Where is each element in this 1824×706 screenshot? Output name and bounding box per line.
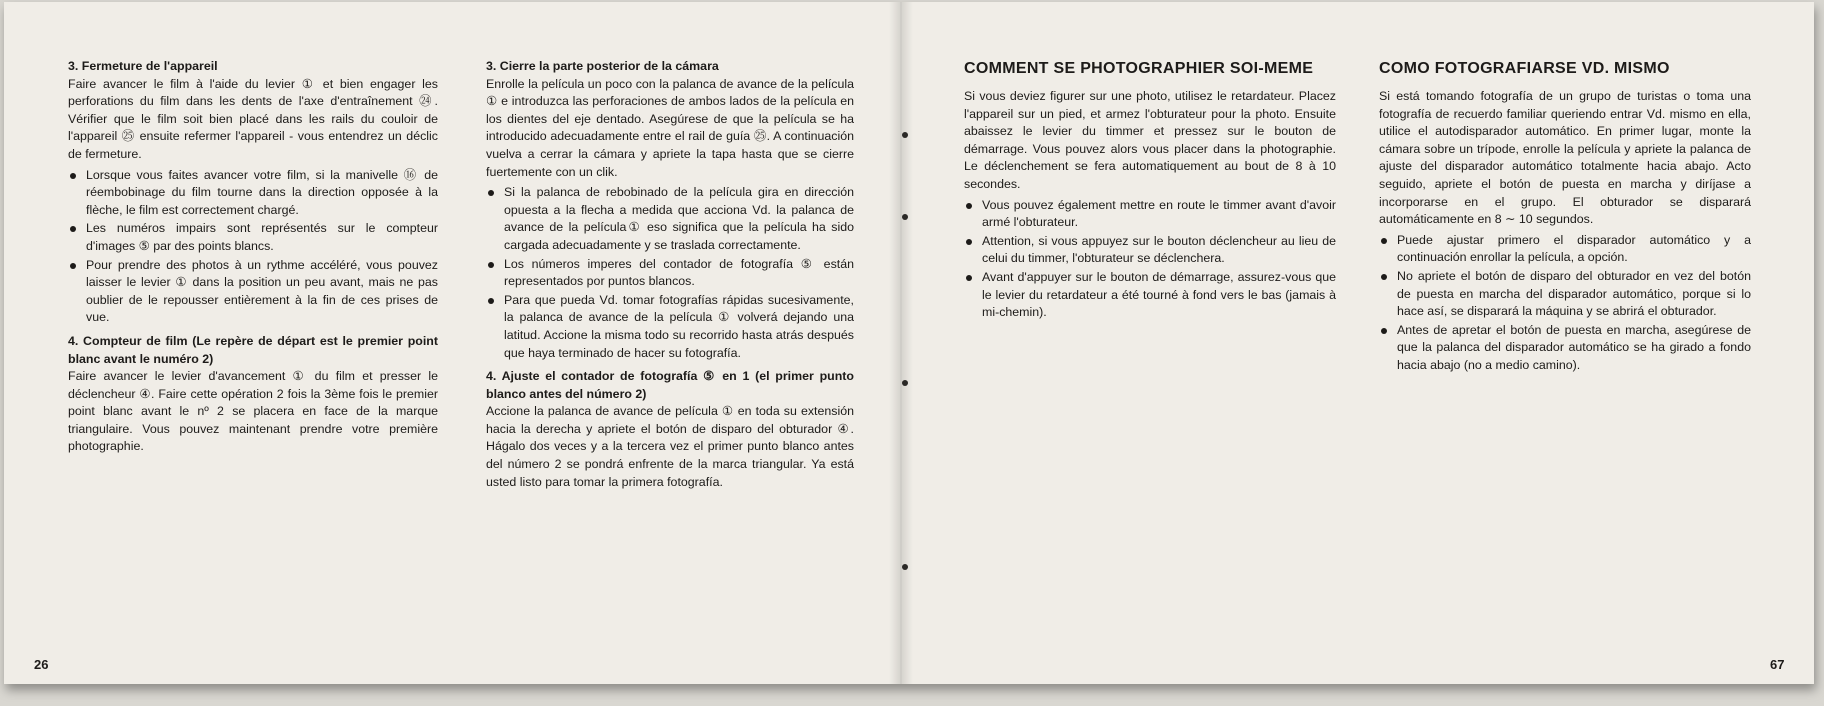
- page-number: 26: [34, 657, 49, 672]
- bullet-list: [486, 184, 854, 362]
- list-item: Lorsque vous faites avancer votre film, si la manivelle ⑯ de réembobinage du film tourne dans la direction opposée à la flèche, le film est correctement chargé.: [68, 167, 438, 220]
- bullet-icon: [70, 263, 76, 269]
- bullet-list: [1379, 232, 1751, 375]
- bullet-icon: [1381, 238, 1387, 244]
- binding-mark: [902, 132, 908, 138]
- bullet-icon: [1381, 274, 1387, 280]
- paragraph: Si está tomando fotografía de un grupo de turistas o toma una fotografía de recuerdo familiar queriendo entrar Vd. mismo en ella, utilice el autodisparador automático. En primer lugar, monte la cámara sobre un trípode, enrolle la película y apriete la palanca de ajuste del disparador automático totalmente hacia abajo. Acto seguido, apriete el botón de puesta en marcha y diríjase a incorporarse en el grupo. El obturador se disparará automáticamente en 8 ∼ 10 segundos.: [1379, 89, 1751, 227]
- section-heading: 3. Fermeture de l'appareil: [68, 59, 218, 73]
- bullet-icon: [70, 173, 76, 179]
- page-number: 67: [1770, 657, 1785, 672]
- binding-mark: [902, 380, 908, 386]
- list-item: Puede ajustar primero el disparador automático y a continuación enrollar la película, a opción.: [1379, 232, 1751, 267]
- bullet-list: [964, 197, 1336, 322]
- bullet-icon: [966, 239, 972, 245]
- list-item: Les numéros impairs sont représentés sur le compteur d'images ⑤ par des points blancs.: [68, 220, 438, 255]
- list-item: Para que pueda Vd. tomar fotografías rápidas sucesivamente, la palanca de avance de la película ① volverá dejando una latitud. Accione la misma todo su recorrido hasta atrás después que haya terminado de hacer su fotografía.: [486, 292, 854, 362]
- paragraph: Enrolle la película un poco con la palanca de avance de la película ① e introduzca las perforaciones de ambos lados de la película en los dientes del eje dentado. Asegúrese de que la película se ha introducido adecuadamente entre el rail de guía ㉕. A continuación vuelva a cerrar la cámara y apriete la tapa hasta que se cierre fuertemente con un clik.: [486, 76, 854, 179]
- bullet-icon: [1381, 328, 1387, 334]
- book-gutter: [889, 2, 913, 684]
- list-item: No apriete el botón de disparo del obturador en vez del botón de puesta en marcha del disparador automático, porque si lo hace así, se disparará la máquina y se abrirá el obturador.: [1379, 268, 1751, 321]
- bullet-icon: [488, 190, 494, 196]
- list-item: Vous pouvez également mettre en route le timmer avant d'avoir armé l'obturateur.: [964, 197, 1336, 232]
- right-page-french-column: [964, 58, 1336, 326]
- list-item: Avant d'appuyer sur le bouton de démarrage, assurez-vous que le levier du retardateur a été tourné à fond vers le bas (jamais à mi-chemin).: [964, 269, 1336, 322]
- bullet-icon: [966, 275, 972, 281]
- left-page-spanish-column: [486, 58, 854, 494]
- book-spread: [4, 2, 1814, 684]
- section-heading: 4. Compteur de film (Le repère de départ est le premier point blanc avant le numéro 2): [68, 333, 438, 366]
- section-heading: 3. Cierre la parte posterior de la cámara: [486, 59, 719, 73]
- bullet-icon: [488, 298, 494, 304]
- bullet-icon: [488, 262, 494, 268]
- page-title: COMMENT SE PHOTOGRAPHIER SOI-MEME: [964, 60, 1314, 77]
- list-item: Antes de apretar el botón de puesta en marcha, asegúrese de que la palanca del disparador automático se ha girado a fondo hacia abajo (no a medio camino).: [1379, 322, 1751, 375]
- bullet-icon: [70, 226, 76, 232]
- list-item: Pour prendre des photos à un rythme accéléré, vous pouvez laisser le levier ① dans la position un peu avant, mais ne pas oublier de le repousser entièrement à la fin de ces prises de vue.: [68, 257, 438, 327]
- paragraph: Faire avancer le levier d'avancement ① du film et presser le déclencheur ④. Faire cette opération 2 fois la 3ème fois le premier point blanc avant le nº 2 se placera en face de la marque triangulaire. Vous pouvez maintenant prendre votre première photographie.: [68, 369, 438, 454]
- paragraph: Faire avancer le film à l'aide du levier ① et bien engager les perforations du film dans les dents de l'axe d'entraînement ㉔. Vérifier que le film soit bien placé dans les rails du couloir de l'appareil ㉕ ensuite refermer l'appareil - vous entendrez un déclic de fermeture.: [68, 76, 438, 161]
- paragraph: Si vous deviez figurer sur une photo, utilisez le retardateur. Placez l'appareil sur un pied, et armez l'obturateur pour la photo. Ensuite abaissez le levier du timmer et pressez sur le bouton de démarrage. Vous pouvez alors vous placer dans la photographie. Le déclenchement se fera automatiquement au bout de 8 à 10 secondes.: [964, 89, 1336, 191]
- list-item: Attention, si vous appuyez sur le bouton déclencheur au lieu de celui du timmer, l'obturateur se déclenchera.: [964, 233, 1336, 268]
- page-title: COMO FOTOGRAFIARSE VD. MISMO: [1379, 60, 1670, 77]
- paragraph: Accione la palanca de avance de película ① en toda su extensión hacia la derecha y apriete el botón de disparo del obturador ④. Hágalo dos veces y a la tercera vez el primer punto blanco antes del número 2 se pondrá enfrente de la marca triangular. Ya está usted listo para tomar la primera fotografía.: [486, 404, 854, 489]
- left-page-french-column: [68, 58, 438, 459]
- section-heading: 4. Ajuste el contador de fotografía ⑤ en 1 (el primer punto blanco antes del número 2): [486, 369, 854, 401]
- bullet-icon: [966, 203, 972, 209]
- list-item: Los números imperes del contador de fotografía ⑤ están representados por puntos blancos.: [486, 256, 854, 291]
- binding-mark: [902, 564, 908, 570]
- right-page-spanish-column: [1379, 58, 1751, 379]
- bullet-list: [68, 167, 438, 327]
- binding-mark: [902, 214, 908, 220]
- list-item: Si la palanca de rebobinado de la película gira en dirección opuesta a la flecha a medida que acciona Vd. la palanca de avance de la película① eso significa que la película ha sido cargada adecuadamente y se traslada correctamente.: [486, 184, 854, 254]
